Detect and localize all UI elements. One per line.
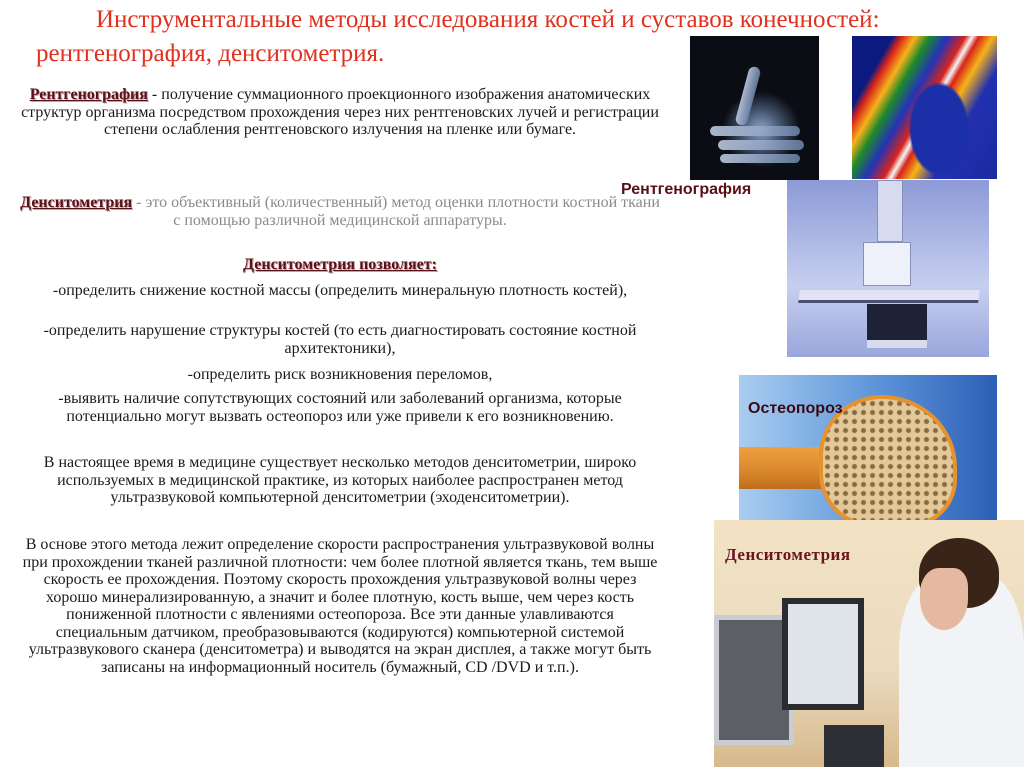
xray-hand-image [690,36,819,180]
title-line-1: Инструментальные методы исследования костей и суставов конечностей: [96,6,880,33]
title-line-2: рентгенография, денситометрия. [36,40,385,67]
allows-item: -определить риск возникновения переломов, [187,366,493,383]
radiography-definition [20,86,660,139]
allows-item: -определить снижение костной массы (определить минеральную плотность костей), [52,282,628,299]
xray-machine-image [787,180,989,357]
densitometry-caption: Денситометрия [725,545,851,564]
allows-heading-text: Денситометрия позволяет: [243,256,437,273]
radiography-definition-text: - получение суммационного проекционного изображения анатомических структур организма посредством прохождения через них рентгеновских лучей и регистрации степени ослабления рентгеновского излучения на пленке или бумаге. [21,86,659,138]
densitometry-definition-text: - это объективный (количественный) метод оценки плотности костной ткани с помощью различной медицинской аппаратуры. [132,194,660,229]
paragraph-methods: В настоящее время в медицине существует несколько методов денситометрии, широко используемых в медицинской практике, из которых наиболее распространен метод ультразвуковой компьютерной денситометрии (эходенситометрии). [43,454,637,506]
densitometry-term: Денситометрия [20,194,133,211]
osteoporosis-caption: Остеопороз [748,400,843,417]
densitometry-definition [20,194,660,229]
allows-item: -определить нарушение структуры костей (то есть диагностировать состояние костной архитектоники), [43,322,637,357]
paragraph-ultrasound: В основе этого метода лежит определение скорости распространения ультразвуковой волны при прохождении тканей различной плотности: чем более плотной является ткань, тем выше скорость ее прохождения. Поэтому скорость прохождения ультразвуковой волны через хорошо минерализированную, а значит и более плотную, кость выше, чем через кость пониженной плотности с явлениями остеопороза. Все эти данные улавливаются специальным датчиком, преобразовываются (кодируются) компьютерной системой ультразвукового сканера (денситометра) и выводятся на экран дисплея, а также могут быть записаны на информационный носитель (бумажный, CD /DVD и т.п.). [22,536,658,676]
bone-density-scan-image [852,36,997,179]
radiography-caption: Рентгенография [621,181,752,198]
allows-item: -выявить наличие сопутствующих состояний или заболеваний организма, которые потенциально могут вызвать остеопороз или уже привели к его возникновению. [58,390,622,425]
densitometry-allows-heading [20,256,660,274]
radiography-term: Рентгенография [29,86,148,103]
osteoporosis-image [739,375,997,535]
